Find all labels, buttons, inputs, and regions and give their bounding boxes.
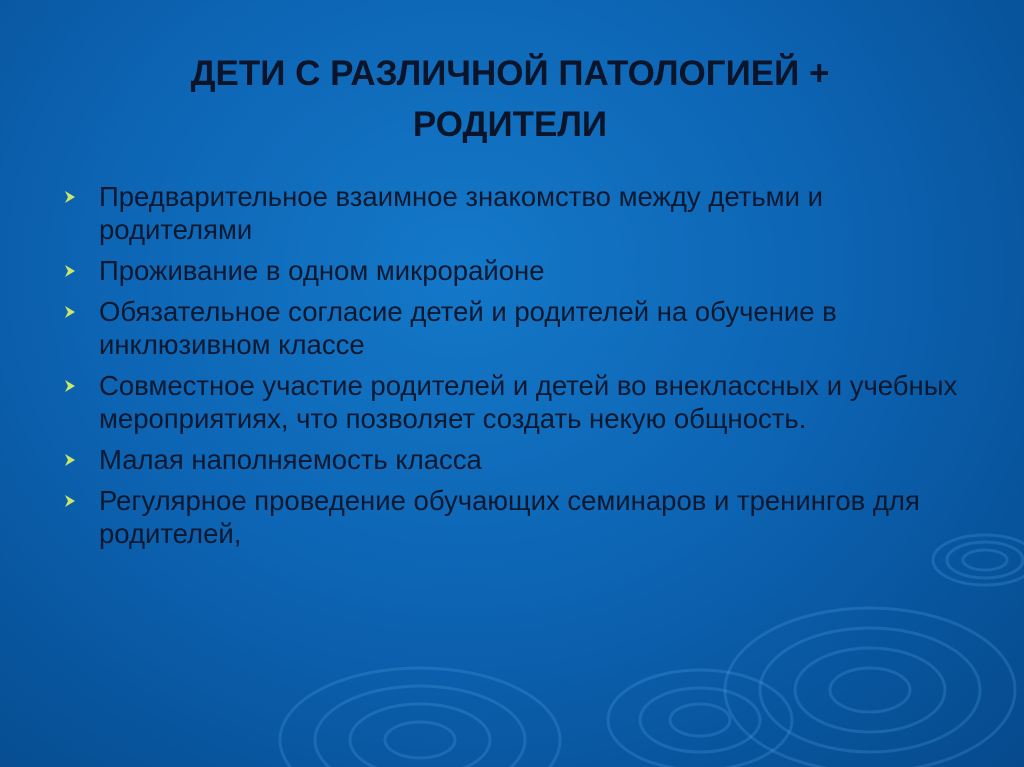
bullet-item [62,254,972,287]
arrowhead-bullet-icon [62,493,78,509]
arrowhead-bullet-icon [62,263,78,279]
arrowhead-bullet-icon [62,378,78,394]
bullet-text: Регулярное проведение обучающих семинаров и тренингов для родителей, [99,485,920,549]
bullet-item [62,484,972,550]
arrowhead-bullet-icon [62,189,78,205]
bullet-item [62,180,972,246]
bullet-text: Предварительное взаимное знакомство между детьми и родителями [99,181,823,245]
arrowhead-bullet-icon [62,304,78,320]
bullet-item [62,443,972,476]
slide-title-line-1: ДЕТИ С РАЗЛИЧНОЙ ПАТОЛОГИЕЙ + [190,54,830,93]
slide-title [60,48,960,150]
bullet-list [62,180,972,558]
bullet-text: Обязательное согласие детей и родителей на обучение в инклюзивном классе [99,296,837,360]
bullet-text: Совместное участие родителей и детей во внеклассных и учебных мероприятиях, что позволяет создать некую общность. [99,370,958,434]
bullet-text: Малая наполняемость класса [99,444,482,475]
arrowhead-bullet-icon [62,452,78,468]
bullet-text: Проживание в одном микрорайоне [99,255,545,286]
bullet-item [62,295,972,361]
bullet-item [62,369,972,435]
slide-title-line-2: РОДИТЕЛИ [412,105,608,144]
